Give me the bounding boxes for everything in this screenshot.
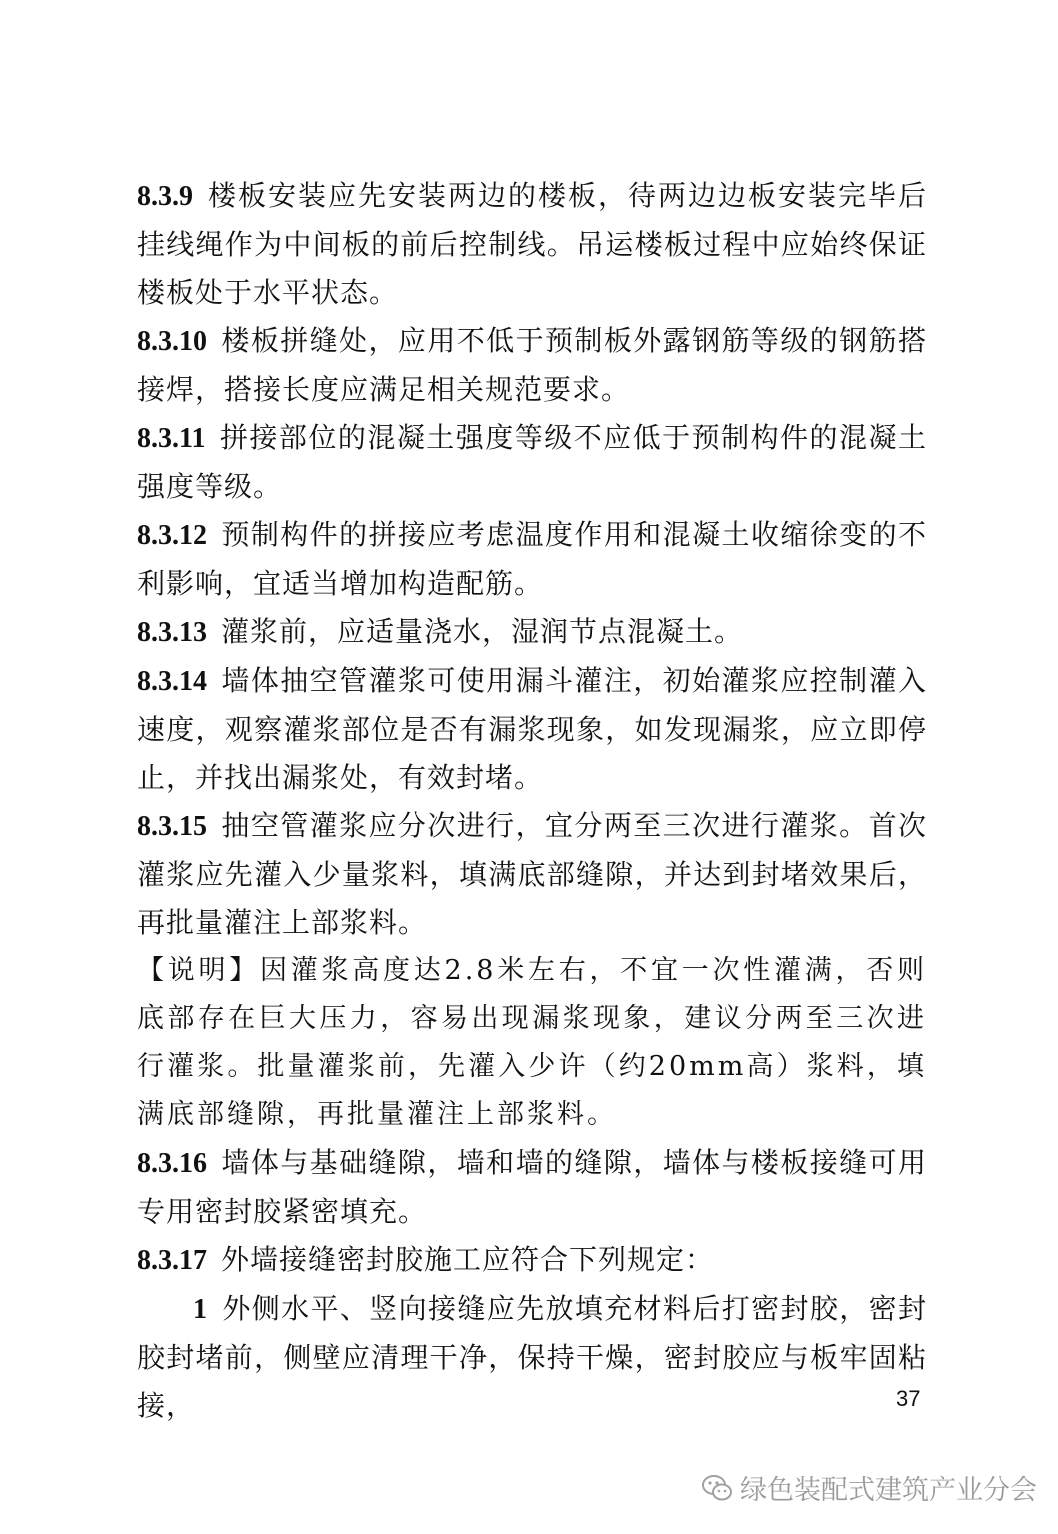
- page-number: 37: [896, 1386, 921, 1411]
- clause-text: 抽空管灌浆应分次进行，宜分两至三次进行灌浆。首次灌浆应先灌入少量浆料，填满底部缝隙，并达到封堵效果后，再批量灌注上部浆料。: [137, 809, 927, 939]
- clause-number: 8.3.14: [137, 666, 207, 697]
- wechat-icon: [700, 1471, 734, 1505]
- item-text: 外侧水平、竖向接缝应先放填充材料后打密封胶，密封胶封堵前，侧壁应清理干净，保持干燥，密封胶应与板牢固粘接，: [137, 1292, 927, 1422]
- clause-text: 外墙接缝密封胶施工应符合下列规定：: [221, 1243, 715, 1276]
- clause-8-3-13: [137, 608, 927, 657]
- clause-text: 楼板拼缝处，应用不低于预制板外露钢筋等级的钢筋搭接焊，搭接长度应满足相关规范要求。: [137, 324, 927, 406]
- clause-number: 8.3.17: [137, 1245, 207, 1276]
- clause-8-3-11: [137, 414, 927, 511]
- clause-number: 8.3.12: [137, 520, 207, 551]
- clause-8-3-12: [137, 511, 927, 608]
- watermark-text: 绿色装配式建筑产业分会: [740, 1475, 1037, 1506]
- clause-text: 墙体抽空管灌浆可使用漏斗灌注，初始灌浆应控制灌入速度，观察灌浆部位是否有漏浆现象，如发现漏浆，应立即停止，并找出漏浆处，有效封堵。: [137, 664, 927, 794]
- clause-8-3-10: [137, 317, 927, 414]
- clause-text: 楼板安装应先安装两边的楼板，待两边边板安装完毕后挂线绳作为中间板的前后控制线。吊运楼板过程中应始终保证楼板处于水平状态。: [137, 179, 927, 309]
- clause-8-3-15: [137, 802, 927, 947]
- item-number: 1: [193, 1294, 208, 1325]
- clause-text: 拼接部位的混凝土强度等级不应低于预制构件的混凝土强度等级。: [137, 421, 927, 503]
- explanation-note: 【说明】因灌浆高度达2.8米左右，不宜一次性灌满，否则底部存在巨大压力，容易出现漏浆现象，建议分两至三次进行灌浆。批量灌浆前，先灌入少许（约20mm高）浆料，填满底部缝隙，再批量灌注上部浆料。: [137, 955, 927, 1130]
- clause-8-3-14: [137, 657, 927, 802]
- clause-8-3-17: [137, 1236, 927, 1285]
- clause-number: 8.3.10: [137, 326, 207, 357]
- clause-number: 8.3.9: [137, 181, 193, 212]
- list-item-1: [137, 1285, 927, 1430]
- clause-8-3-9: [137, 172, 927, 317]
- clause-text: 灌浆前，应适量浇水，湿润节点混凝土。: [221, 615, 744, 648]
- page-content: [137, 172, 927, 1430]
- clause-number: 8.3.16: [137, 1148, 207, 1179]
- clause-number: 8.3.13: [137, 617, 207, 648]
- watermark: [700, 1468, 1037, 1507]
- clause-text: 墙体与基础缝隙，墙和墙的缝隙，墙体与楼板接缝可用专用密封胶紧密填充。: [137, 1146, 927, 1228]
- clause-text: 预制构件的拼接应考虑温度作用和混凝土收缩徐变的不利影响，宜适当增加构造配筋。: [137, 518, 927, 600]
- clause-number: 8.3.11: [137, 423, 206, 454]
- clause-8-3-16: [137, 1139, 927, 1236]
- clause-number: 8.3.15: [137, 811, 207, 842]
